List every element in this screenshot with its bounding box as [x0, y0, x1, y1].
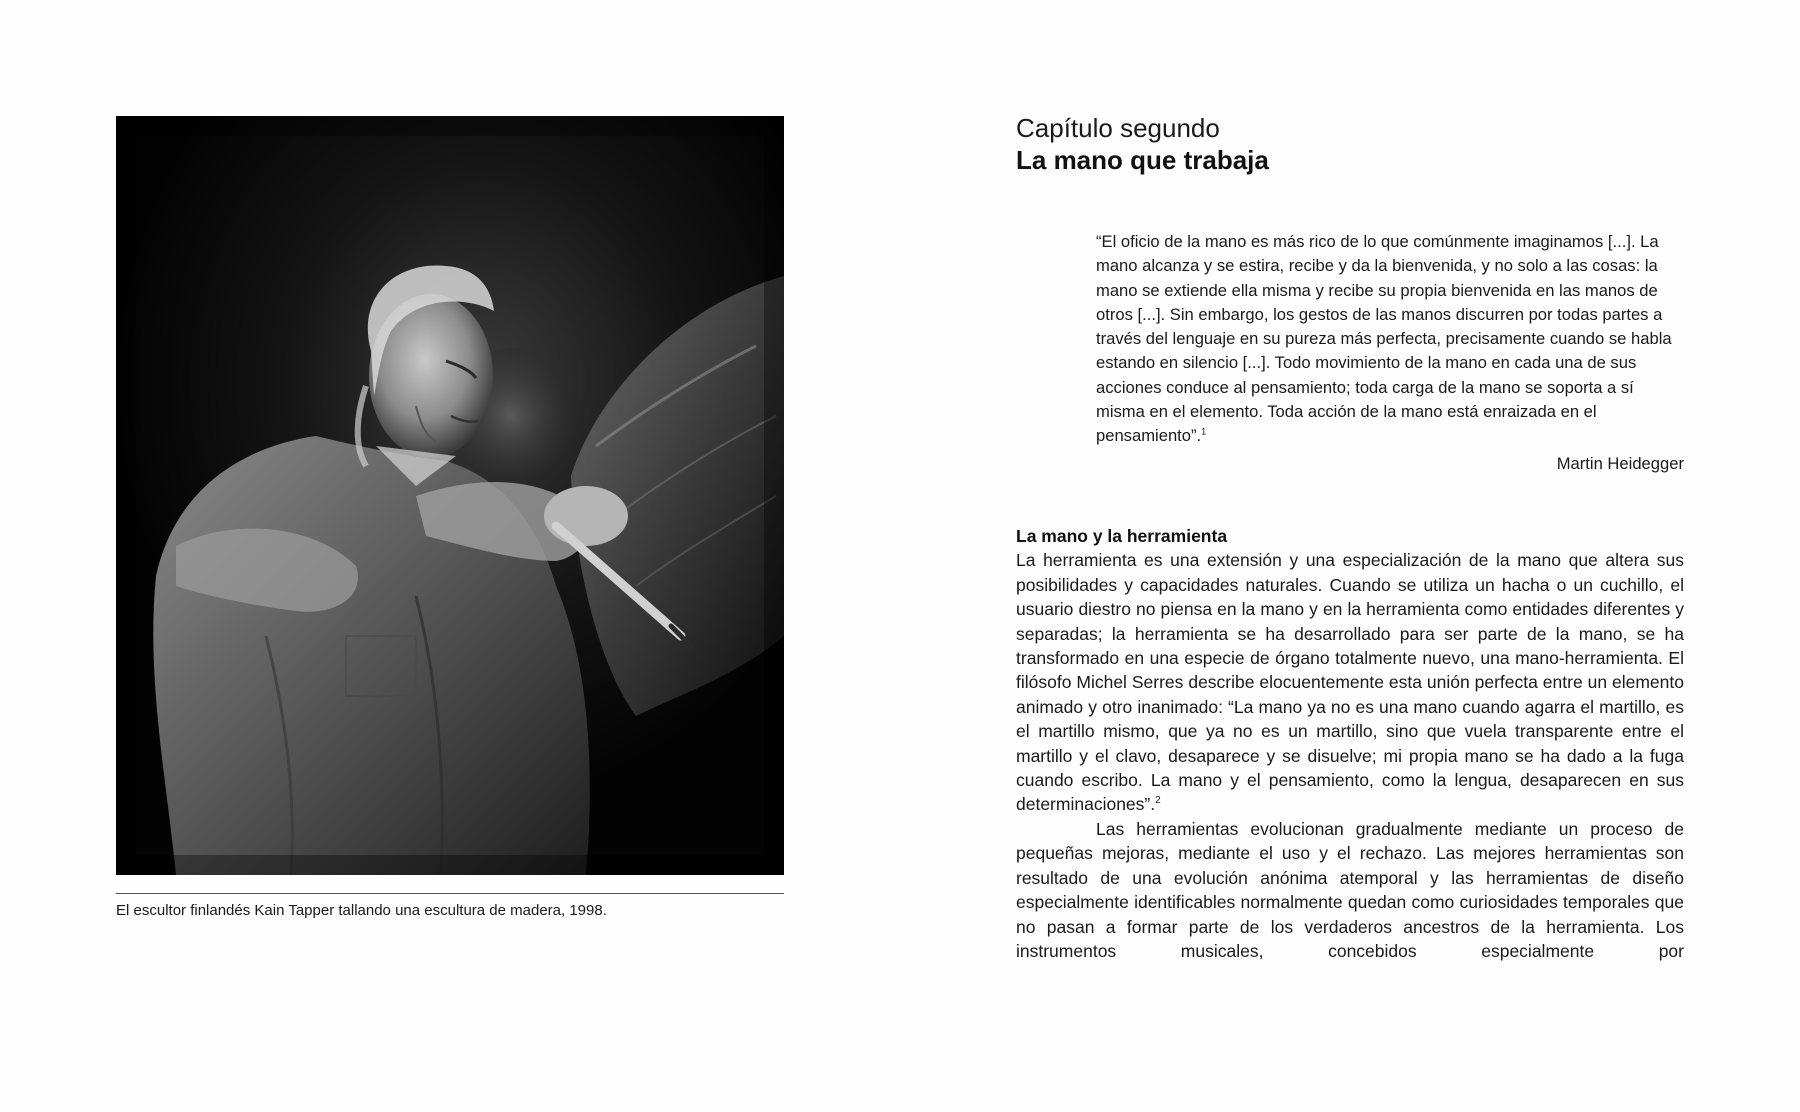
body-paragraph-1-text: La herramienta es una extensión y una especialización de la mano que altera sus posibilidades y capacidades naturales. Cuando se utiliza un hacha o un cuchillo, el usuario diestro no piensa en la mano y en la herramienta como entidades diferentes y separadas; la herramienta se ha desarrollado para ser parte de la mano, se ha transformado en una especie de órgano totalmente nuevo, una mano-herramienta. El filósofo Michel Serres describe elocuentemente esta unión perfecta entre un elemento animado y otro inanimado: “La mano ya no es una mano cuando agarra el martillo, es el martillo mismo, que ya no es un martillo, sino que vuela transparente entre el martillo y el clavo, desaparece y se disuelve; mi propia mano se ha dado a la fuga cuando escribo. La mano y el pensamiento, como la lengua, desaparecen en sus determinaciones”. — [1016, 550, 1684, 815]
body-paragraph-1 — [1016, 548, 1684, 816]
chapter-kicker: Capítulo segundo — [1016, 113, 1220, 143]
chapter-title: La mano que trabaja — [1016, 145, 1269, 175]
sculptor-photograph — [116, 116, 784, 875]
section-heading: La mano y la herramienta — [1016, 526, 1228, 546]
sculptor-photograph-illustration — [116, 116, 784, 875]
body-paragraph-2: Las herramientas evolucionan gradualmente mediante un proceso de pequeñas mejoras, mediante el uso y el rechazo. Las mejores herramientas son resultado de una evolución anónima atemporal y las herramientas de diseño especialmente identificables normalmente quedan como curiosidades temporales que no pasan a formar parte de los verdaderos ancestros de la herramienta. Los instrumentos musicales, concebidos especialmente por — [1016, 818, 1684, 961]
body-footnote-mark: 2 — [1155, 795, 1161, 807]
section-tool — [1016, 524, 1684, 963]
epigraph-footnote-mark: 1 — [1201, 426, 1207, 437]
photo-caption: El escultor finlandés Kain Tapper tallando una escultura de madera, 1998. — [116, 902, 607, 919]
caption-rule — [116, 893, 784, 894]
epigraph-quote — [1096, 230, 1684, 449]
epigraph-text: “El oficio de la mano es más rico de lo que comúnmente imaginamos [...]. La mano alcanza y se estira, recibe y da la bienvenida, y no solo a las cosas: la mano se extiende ella misma y recibe su propia bienvenida en las manos de otros [...]. Sin embargo, los gestos de las manos discurren por todas partes a través del lenguaje en su pureza más perfecta, precisamente cuando se habla estando en silencio [...]. Todo movimiento de la mano en cada una de sus acciones conduce al pensamiento; toda carga de la mano se soporta a sí misma en el elemento. Toda acción de la mano está enraizada en el pensamiento”. — [1096, 232, 1672, 446]
chapter-header — [1016, 112, 1684, 176]
epigraph-author: Martin Heidegger — [1556, 454, 1684, 473]
